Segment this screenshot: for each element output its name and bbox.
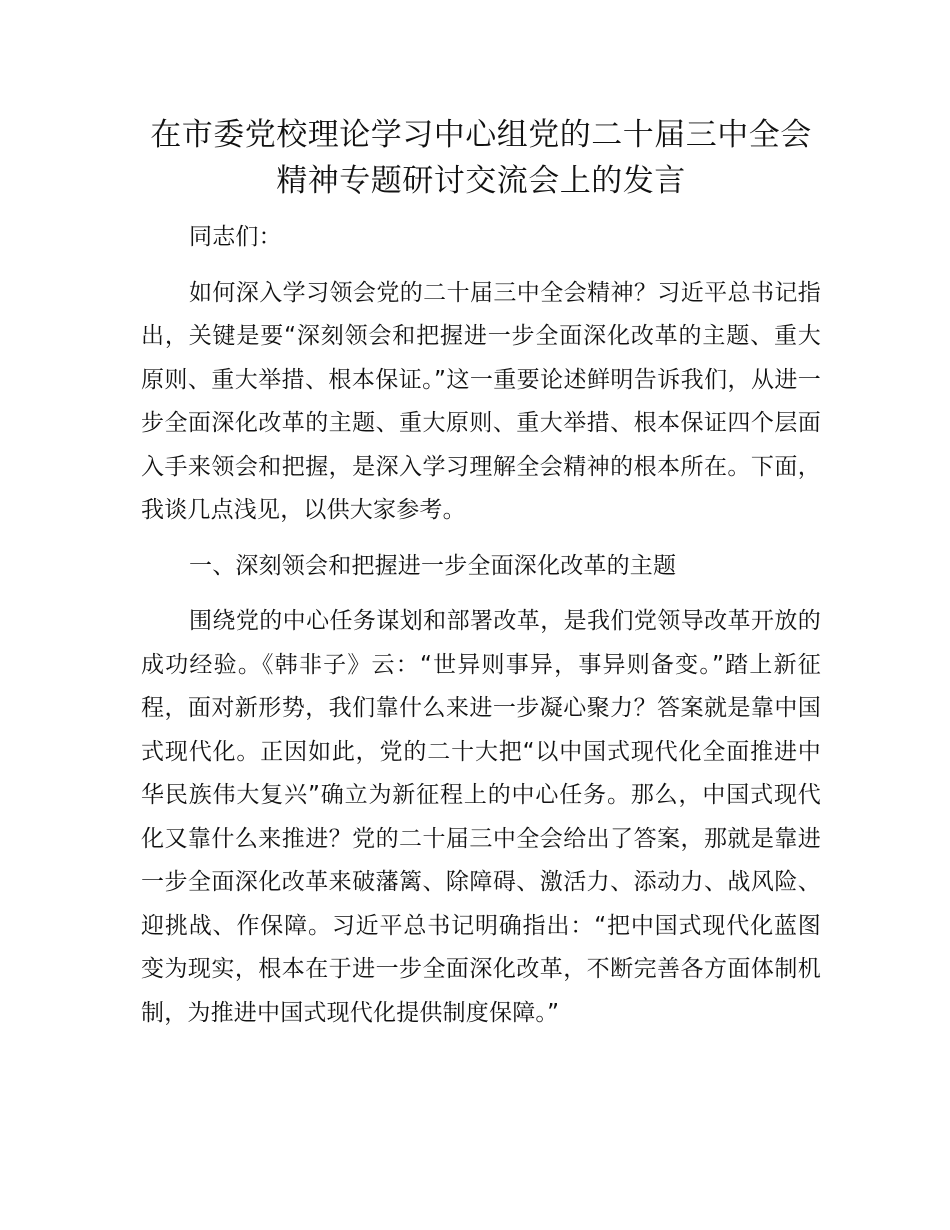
section-heading: 一、深刻领会和把握进一步全面深化改革的主题 bbox=[189, 552, 677, 579]
document-body bbox=[141, 112, 821, 1047]
intro-paragraph: 如何深入学习领会党的二十届三中全会精神？习近平总书记指出，关键是要“深刻领会和把握进一步全面深化改革的主题、重大原则、重大举措、根本保证。”这一重要论述鲜明告诉我们，从进一步全面深化改革的主题、重大原则、重大举措、根本保证四个层面入手来领会和把握，是深入学习理解全会精神的根本所在。下面，我谈几点浅见，以供大家参考。 bbox=[141, 279, 821, 523]
section-paragraph: 围绕党的中心任务谋划和部署改革，是我们党领导改革开放的成功经验。《韩非子》云：“世异则事异，事异则备变。”踏上新征程，面对新形势，我们靠什么来进一步凝心聚力？答案就是靠中国式现代化。正因如此，党的二十大把“以中国式现代化全面推进中华民族伟大复兴”确立为新征程上的中心任务。那么，中国式现代化又靠什么来推进？党的二十届三中全会给出了答案，那就是靠进一步全面深化改革来破藩篱、除障碍、激活力、添动力、战风险、迎挑战、作保障。习近平总书记明确指出：“把中国式现代化蓝图变为现实，根本在于进一步全面深化改革，不断完善各方面体制机制，为推进中国式现代化提供制度保障。” bbox=[141, 608, 821, 1026]
document-title: 在市委党校理论学习中心组党的二十届三中全会精神专题研讨交流会上的发言 bbox=[150, 117, 812, 199]
salutation: 同志们： bbox=[189, 224, 282, 250]
